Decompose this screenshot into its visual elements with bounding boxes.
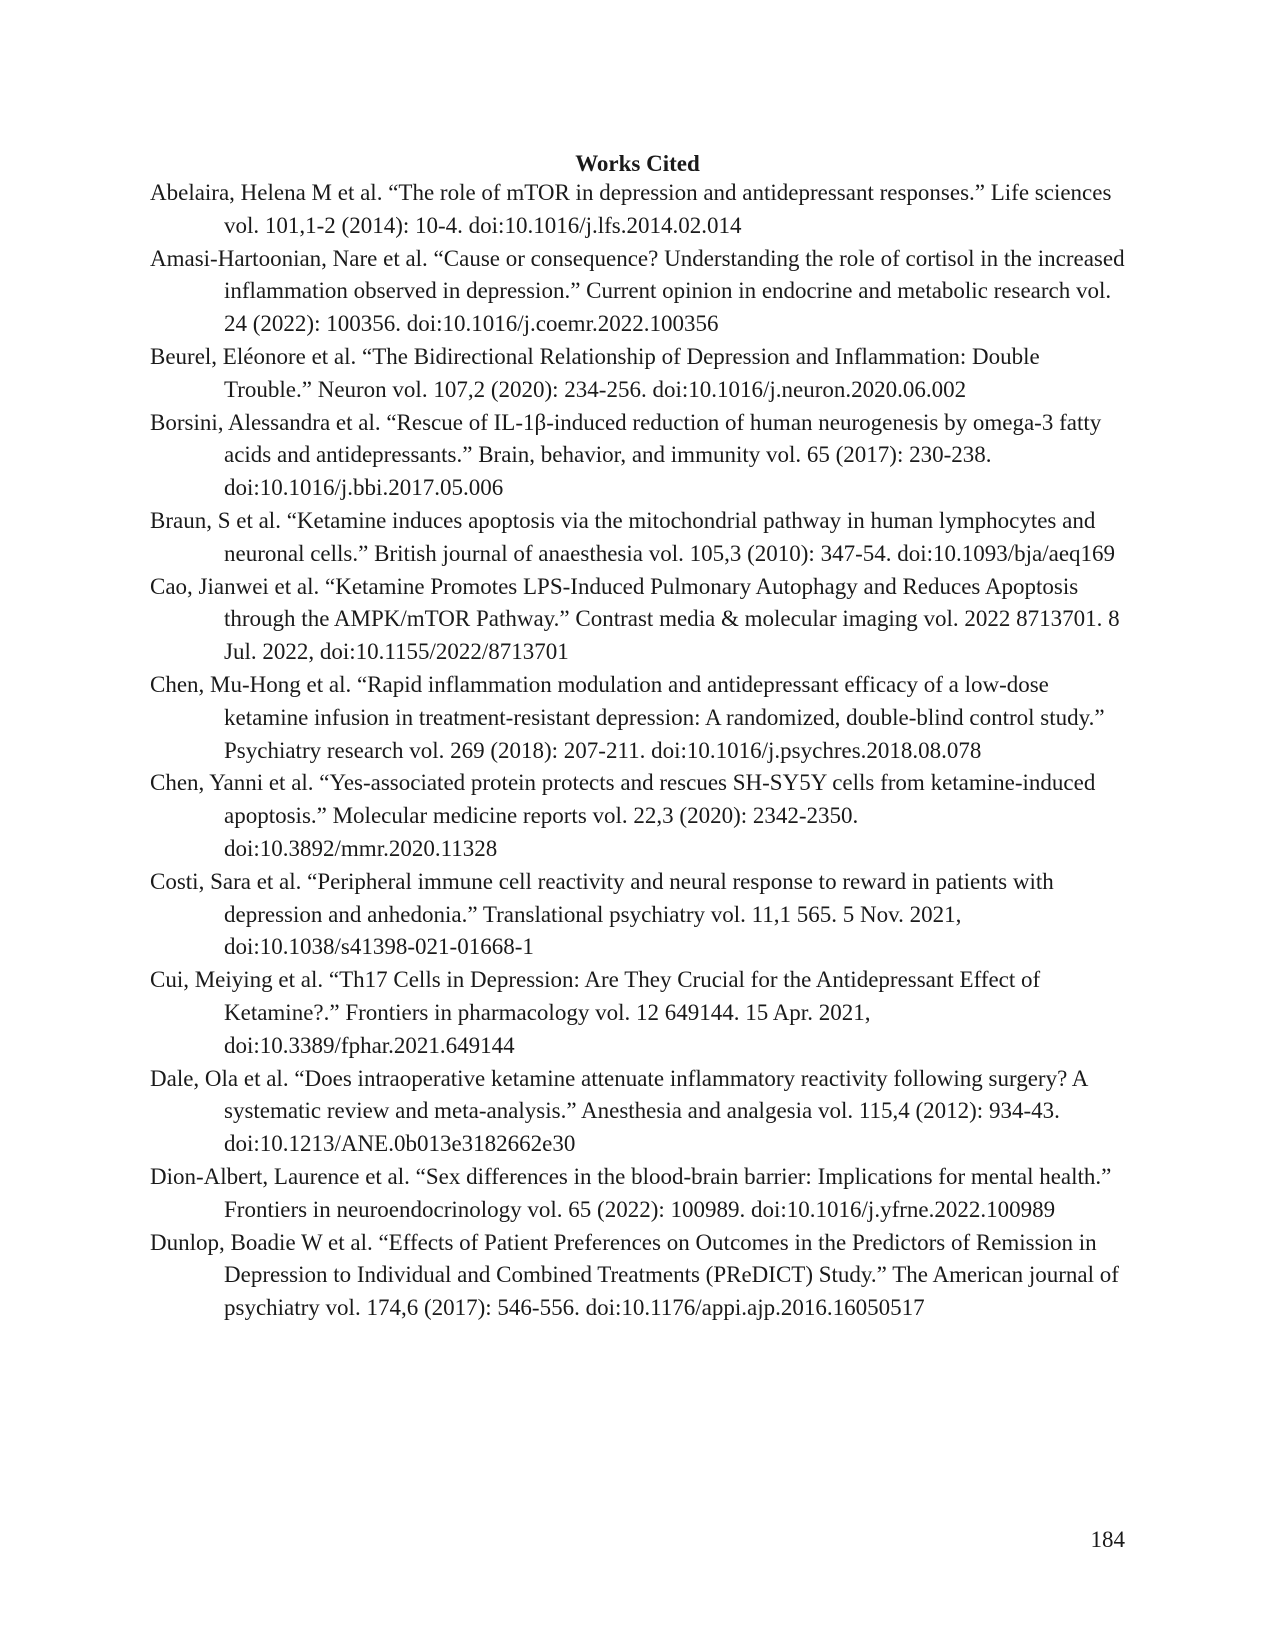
citation-cui: Cui, Meiying et al. “Th17 Cells in Depression: Are They Crucial for the Antidepressant Effect of Ketamine?.” Frontiers in pharmacology vol. 12 649144. 15 Apr. 2021, doi:10.3389/fphar.2021.649144: [150, 967, 1041, 1058]
citation-cao: Cao, Jianwei et al. “Ketamine Promotes LPS-Induced Pulmonary Autophagy and Reduces Apoptosis through the AMPK/mTOR Pathway.” Contrast media & molecular imaging vol. 2022 8713701. 8 Jul. 2022, doi:10.1155/2022/8713701: [150, 573, 1120, 665]
citation-list: [150, 177, 1128, 1325]
citation-abelaira: Abelaira, Helena M et al. “The role of mTOR in depression and antidepressant responses.” Life sciences vol. 101,1-2 (2014): 10-4. doi:10.1016/j.lfs.2014.02.014: [150, 180, 1112, 238]
citation-amasi-hartoonian: Amasi-Hartoonian, Nare et al. “Cause or consequence? Understanding the role of cortisol in the increased inflammation observed in depression.” Current opinion in endocrine and metabolic research vol. 24 (2022): 100356. doi:10.1016/j.coemr.2022.100356: [150, 245, 1125, 337]
citation-beurel: Beurel, Eléonore et al. “The Bidirectional Relationship of Depression and Inflammation: Double Trouble.” Neuron vol. 107,2 (2020): 234-256. doi:10.1016/j.neuron.2020.06.002: [150, 343, 1040, 402]
page-title: Works Cited: [575, 151, 700, 176]
citation-borsini: Borsini, Alessandra et al. “Rescue of IL-1β-induced reduction of human neurogenesis by omega-3 fatty acids and antidepressants.” Brain, behavior, and immunity vol. 65 (2017): 230-238. doi:10.1016/j.bbi.2017.05.006: [150, 409, 1102, 501]
citation-dunlop: Dunlop, Boadie W et al. “Effects of Patient Preferences on Outcomes in the Predictors of Remission in Depression to Individual and Combined Treatments (PReDICT) Study.” The American journal of psychiatry vol. 174,6 (2017): 546-556. doi:10.1176/appi.ajp.2016.16050517: [150, 1229, 1119, 1321]
citation-costi: Costi, Sara et al. “Peripheral immune cell reactivity and neural response to reward in patients with depression and anhedonia.” Translational psychiatry vol. 11,1 565. 5 Nov. 2021, doi:10.1038/s41398-021-01668-1: [150, 868, 1054, 960]
citation-chen-yanni: Chen, Yanni et al. “Yes‑associated protein protects and rescues SH‑SY5Y cells from ketamine‑induced apoptosis.” Molecular medicine reports vol. 22,3 (2020): 2342-2350. doi:10.3892/mmr.2020.11328: [150, 770, 1096, 861]
citation-braun: Braun, S et al. “Ketamine induces apoptosis via the mitochondrial pathway in human lymphocytes and neuronal cells.” British journal of anaesthesia vol. 105,3 (2010): 347-54. doi:10.1093/bja/aeq169: [150, 507, 1116, 566]
citation-chen-mu-hong: Chen, Mu-Hong et al. “Rapid inflammation modulation and antidepressant efficacy of a low-dose ketamine infusion in treatment-resistant depression: A randomized, double-blind control study.” Psychiatry research vol. 269 (2018): 207-211. doi:10.1016/j.psychres.2018.08.078: [150, 671, 1105, 763]
citation-dale: Dale, Ola et al. “Does intraoperative ketamine attenuate inflammatory reactivity following surgery? A systematic review and meta-analysis.” Anesthesia and analgesia vol. 115,4 (2012): 934-43. doi:10.1213/ANE.0b013e3182662e30: [150, 1065, 1088, 1157]
citation-dion-albert: Dion-Albert, Laurence et al. “Sex differences in the blood-brain barrier: Implications for mental health.” Frontiers in neuroendocrinology vol. 65 (2022): 100989. doi:10.1016/j.yfrne.2022.100989: [150, 1163, 1112, 1222]
page-number: 184: [1090, 1527, 1125, 1552]
